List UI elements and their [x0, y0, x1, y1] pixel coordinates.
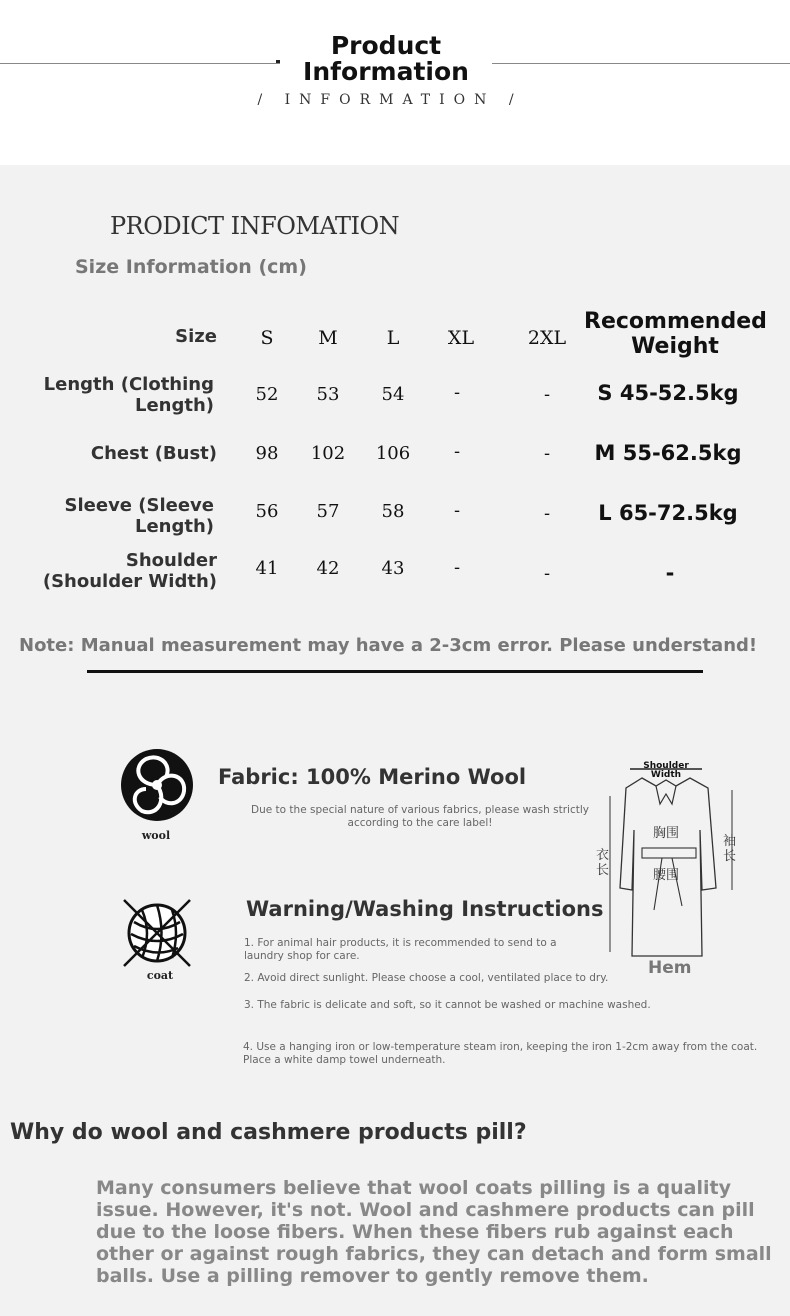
col-s: S	[260, 327, 274, 349]
col-l: L	[386, 327, 400, 349]
table-cell: 102	[310, 443, 346, 464]
wash-instruction-3: 3. The fabric is delicate and soft, so it cannot be washed or machine washed.	[244, 999, 651, 1011]
measurement-note: Note: Manual measurement may have a 2-3cm error. Please understand!	[19, 635, 758, 656]
washing-title: Warning/Washing Instructions	[246, 897, 604, 921]
table-cell: 57	[316, 501, 340, 522]
pilling-question: Why do wool and cashmere products pill?	[10, 1120, 527, 1145]
col-2xl: 2XL	[527, 327, 567, 349]
diagram-chest-label: 胸围	[653, 826, 680, 841]
recommended-weight-empty: -	[665, 561, 675, 585]
table-cell: 42	[316, 558, 340, 579]
table-cell: 54	[381, 384, 405, 405]
wash-instruction-4: 4. Use a hanging iron or low-temperature steam iron, keeping the iron 1-2cm away from the coat. Place a white damp towel underneath.	[243, 1041, 758, 1066]
size-info-heading: Size Information (cm)	[75, 256, 307, 278]
diagram-length-label: 衣长	[596, 848, 610, 878]
wash-instruction-1: 1. For animal hair products, it is recommended to send to a laundry shop for care.	[244, 937, 557, 962]
product-info-title: PRODICT INFOMATION	[110, 212, 400, 240]
section-rule	[87, 670, 703, 673]
page-title: Product Information	[280, 33, 492, 85]
table-cell: 41	[255, 558, 279, 579]
table-cell: -	[453, 382, 461, 403]
table-cell: -	[543, 384, 551, 405]
row-label-chest: Chest (Bust)	[90, 443, 217, 464]
row-label-length: Length (Clothing Length)	[43, 374, 214, 416]
recommended-weight-header: Recommended Weight	[584, 309, 767, 359]
table-cell: 53	[316, 384, 340, 405]
page-subtitle: / INFORMATION /	[257, 92, 523, 108]
wool-swirl-icon	[118, 745, 196, 823]
fabric-subtitle: Due to the special nature of various fabrics, please wash strictly according to the care label!	[251, 804, 589, 829]
table-cell: 43	[381, 558, 405, 579]
table-cell: -	[453, 557, 461, 578]
table-cell: -	[543, 563, 551, 584]
fabric-title: Fabric: 100% Merino Wool	[218, 765, 527, 789]
table-cell: 56	[255, 501, 279, 522]
recommended-weight-m: M 55-62.5kg	[594, 441, 742, 465]
table-cell: -	[543, 503, 551, 524]
diagram-shoulder-label: Shoulder Width	[643, 761, 689, 780]
size-header-label: Size	[175, 326, 217, 347]
col-xl: XL	[447, 327, 475, 349]
pilling-answer: Many consumers believe that wool coats pilling is a quality issue. However, it's not. Wool and cashmere products can pill due to the loose fibers. When these fibers rub against each other or against rough fabrics, they can detach and form small balls. Use a pilling remover to gently remove them.	[96, 1177, 772, 1287]
diagram-waist-label: 腰围	[653, 868, 680, 883]
recommended-weight-l: L 65-72.5kg	[598, 501, 738, 525]
table-cell: 52	[255, 384, 279, 405]
table-cell: -	[453, 441, 461, 462]
col-m: M	[318, 327, 338, 349]
table-cell: -	[543, 443, 551, 464]
diagram-hem-label: Hem	[648, 958, 692, 978]
row-label-shoulder: Shoulder (Shoulder Width)	[42, 550, 217, 592]
table-cell: 58	[381, 501, 405, 522]
recommended-weight-s: S 45-52.5kg	[597, 381, 739, 405]
row-label-sleeve: Sleeve (Sleeve Length)	[64, 495, 214, 537]
table-cell: 98	[255, 443, 279, 464]
yarn-ball-icon	[120, 896, 194, 970]
table-cell: 106	[375, 443, 411, 464]
wash-instruction-2: 2. Avoid direct sunlight. Please choose a cool, ventilated place to dry.	[244, 972, 609, 984]
diagram-sleeve-label: 袖长	[723, 834, 737, 864]
table-cell: -	[453, 500, 461, 521]
wool-icon-label: wool	[141, 829, 171, 842]
coat-icon-label: coat	[146, 969, 174, 982]
